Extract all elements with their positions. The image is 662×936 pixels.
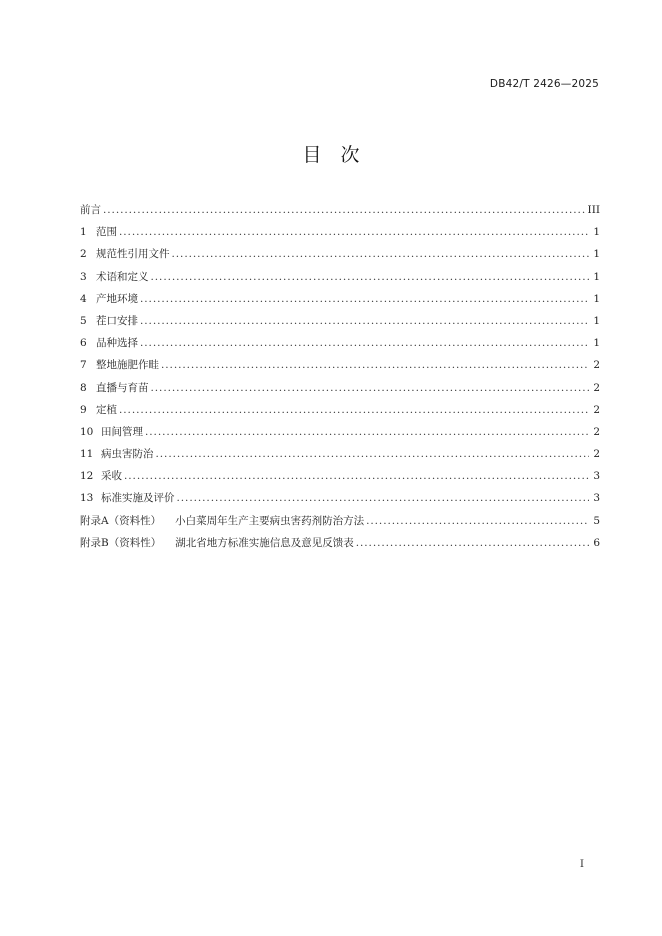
toc-dot-leader bbox=[151, 266, 590, 288]
toc-entry-foreword[interactable] bbox=[80, 199, 600, 221]
toc-entry-implementation-evaluation[interactable] bbox=[80, 487, 600, 509]
toc-entry-appendix-a[interactable] bbox=[80, 510, 600, 532]
toc-entry-label: 直播与育苗 bbox=[96, 381, 149, 394]
toc-page-number: 1 bbox=[593, 248, 600, 261]
toc-entry-cropping-schedule[interactable] bbox=[80, 310, 600, 332]
toc-entry-normative-references[interactable] bbox=[80, 243, 600, 265]
toc-entry-number: 8 bbox=[80, 381, 87, 394]
toc-entry-land-preparation[interactable] bbox=[80, 354, 600, 376]
toc-dot-leader bbox=[161, 354, 589, 376]
toc-entry-label: 品种选择 bbox=[96, 337, 138, 350]
toc-entry-number: 4 bbox=[80, 292, 87, 305]
toc-entry-label: 术语和定义 bbox=[96, 270, 149, 283]
toc-page-number: 2 bbox=[593, 403, 600, 416]
toc-dot-leader bbox=[145, 421, 589, 443]
toc-dot-leader bbox=[140, 310, 589, 332]
toc-entry-subtitle: 湖北省地方标准实施信息及意见反馈表 bbox=[175, 536, 354, 549]
toc-page-number: 1 bbox=[593, 337, 600, 350]
toc-page-number: 3 bbox=[593, 492, 600, 505]
toc-entry-label: 规范性引用文件 bbox=[96, 248, 170, 261]
toc-dot-leader bbox=[140, 332, 589, 354]
page-title: 目 次 bbox=[302, 144, 360, 166]
toc-page-number: 2 bbox=[593, 425, 600, 438]
toc-entry-variety-selection[interactable] bbox=[80, 332, 600, 354]
toc-page-number: III bbox=[587, 204, 600, 216]
toc-dot-leader bbox=[119, 221, 589, 243]
toc-dot-leader bbox=[156, 443, 590, 465]
toc-dot-leader bbox=[124, 465, 589, 487]
toc-dot-leader bbox=[356, 532, 589, 554]
toc-page-number: 2 bbox=[593, 381, 600, 394]
page-footer-number: I bbox=[579, 858, 584, 870]
toc-dot-leader bbox=[172, 243, 590, 265]
toc-entry-scope[interactable] bbox=[80, 221, 600, 243]
toc-entry-harvest[interactable] bbox=[80, 465, 600, 487]
toc-entry-number: 6 bbox=[80, 337, 87, 350]
toc-entry-terms-definitions[interactable] bbox=[80, 266, 600, 288]
toc-entry-field-management[interactable] bbox=[80, 421, 600, 443]
toc-entry-label: 前言 bbox=[80, 204, 101, 216]
toc-dot-leader bbox=[177, 487, 590, 509]
toc-entry-number: 9 bbox=[80, 403, 87, 416]
toc-entry-label: 整地施肥作畦 bbox=[96, 359, 159, 372]
table-of-contents bbox=[80, 199, 600, 554]
toc-entry-label: 附录B（资料性） bbox=[80, 536, 162, 549]
toc-entry-sowing-seedling[interactable] bbox=[80, 377, 600, 399]
toc-entry-transplanting[interactable] bbox=[80, 399, 600, 421]
toc-entry-number: 5 bbox=[80, 314, 87, 327]
toc-page-number: 3 bbox=[593, 470, 600, 483]
toc-entry-number: 12 bbox=[80, 470, 94, 483]
toc-entry-label: 附录A（资料性） bbox=[80, 514, 162, 527]
toc-page-number: 1 bbox=[593, 270, 600, 283]
toc-page-number: 5 bbox=[593, 514, 600, 527]
toc-entry-production-environment[interactable] bbox=[80, 288, 600, 310]
toc-page-number: 1 bbox=[593, 226, 600, 239]
toc-entry-number: 10 bbox=[80, 425, 94, 438]
toc-entry-subtitle: 小白菜周年生产主要病虫害药剂防治方法 bbox=[175, 514, 365, 527]
toc-entry-label: 定植 bbox=[96, 403, 117, 416]
toc-entry-label: 田间管理 bbox=[101, 425, 143, 438]
toc-page-number: 1 bbox=[593, 292, 600, 305]
toc-entry-number: 1 bbox=[80, 226, 87, 239]
toc-entry-label: 采收 bbox=[101, 470, 122, 483]
toc-dot-leader bbox=[103, 199, 585, 221]
toc-page-number: 6 bbox=[593, 536, 600, 549]
toc-entry-pest-control[interactable] bbox=[80, 443, 600, 465]
toc-dot-leader bbox=[366, 510, 589, 532]
toc-entry-number: 7 bbox=[80, 359, 87, 372]
toc-entry-label: 范围 bbox=[96, 226, 117, 239]
toc-dot-leader bbox=[119, 399, 589, 421]
toc-entry-number: 2 bbox=[80, 248, 87, 261]
toc-page-number: 2 bbox=[593, 448, 600, 461]
toc-dot-leader bbox=[151, 377, 590, 399]
toc-dot-leader bbox=[140, 288, 589, 310]
document-code: DB42/T 2426—2025 bbox=[489, 78, 599, 90]
toc-entry-number: 13 bbox=[80, 492, 94, 505]
toc-entry-label: 产地环境 bbox=[96, 292, 138, 305]
toc-page-number: 2 bbox=[593, 359, 600, 372]
toc-entry-label: 病虫害防治 bbox=[101, 448, 154, 461]
toc-entry-label: 标准实施及评价 bbox=[101, 492, 175, 505]
toc-page-number: 1 bbox=[593, 314, 600, 327]
toc-entry-number: 11 bbox=[80, 448, 94, 461]
toc-entry-number: 3 bbox=[80, 270, 87, 283]
toc-entry-label: 茬口安排 bbox=[96, 314, 138, 327]
toc-entry-appendix-b[interactable] bbox=[80, 532, 600, 554]
